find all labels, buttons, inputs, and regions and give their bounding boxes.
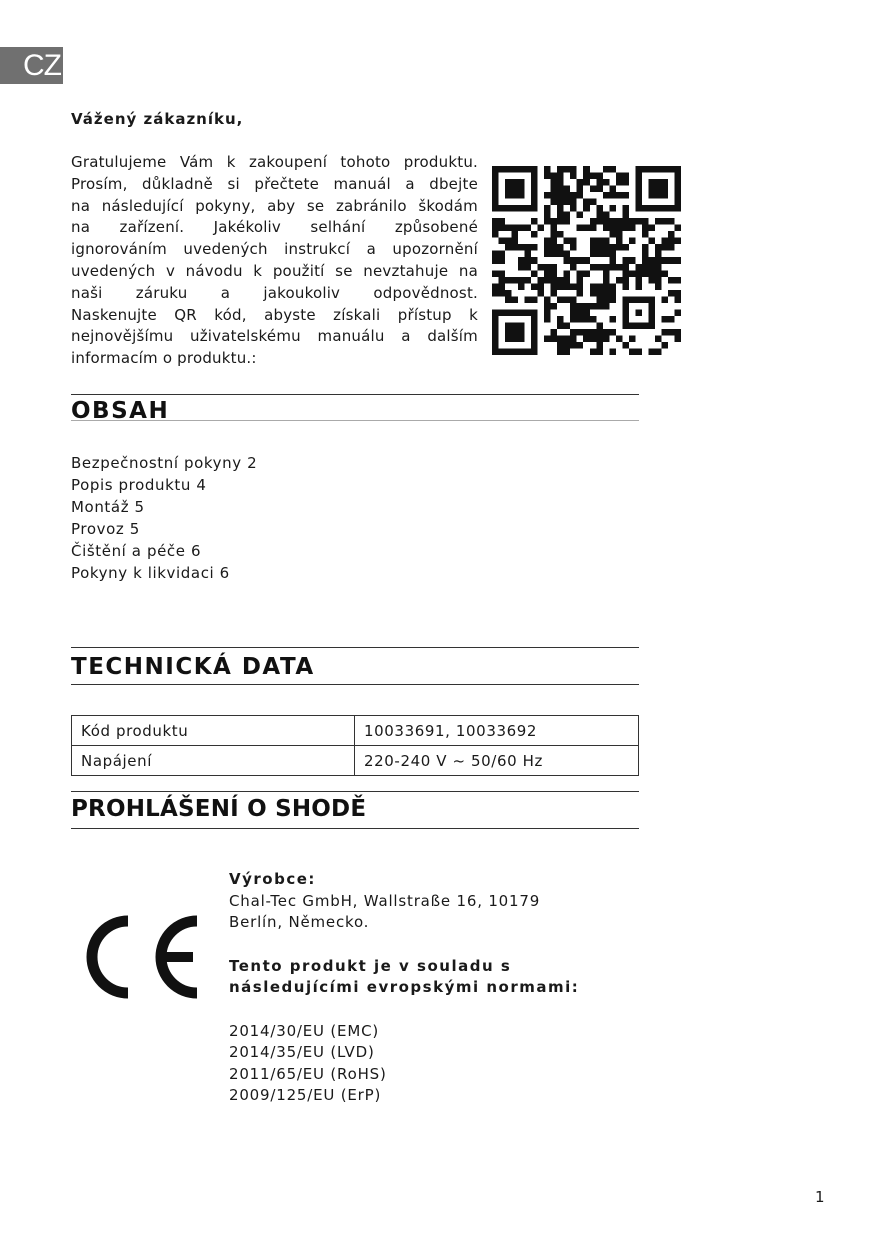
norm-item: 2011/65/EU (RoHS) [229,1064,387,1083]
toc-item[interactable]: Popis produktu 4 [71,476,207,494]
toc-item[interactable]: Bezpečnostní pokyny 2 [71,454,258,472]
toc-item[interactable]: Provoz 5 [71,520,140,538]
intro-line: ignorováním uvedených instrukcí a upozornění [71,240,478,259]
maker-city: Berlín, Německo. [229,913,370,931]
intro-line: na zařízení. Jakékoliv selhání způsobené [71,218,478,237]
intro-line: Prosím, důkladně si přečtete manuál a dbejte [71,174,478,193]
divider [71,828,639,829]
maker-address: Chal-Tec GmbH, Wallstraße 16, 10179 [229,891,541,910]
tech-data-table [71,715,639,776]
norm-item: 2014/30/EU (EMC) [229,1021,379,1040]
intro-line: informacím o produktu.: [71,349,257,368]
statement-line: následujícími evropskými normami: [229,978,580,996]
conformity-heading: PROHLÁŠENÍ O SHODĚ [71,796,367,822]
intro-text [71,152,478,370]
table-cell-value: 220-240 V ~ 50/60 Hz [355,746,639,776]
table-cell-value: 10033691, 10033692 [355,716,639,746]
qr-code-icon[interactable] [492,166,681,355]
intro-line: na následující pokyny, aby se zabránilo škodám [71,196,478,215]
toc-item[interactable]: Pokyny k likvidaci 6 [71,564,230,582]
greeting: Vážený zákazníku, [71,110,244,128]
norm-item: 2014/35/EU (LVD) [229,1043,375,1061]
table-cell-key: Kód produktu [72,716,355,746]
intro-line: uvedených v návodu k použití se nevztahuje na [71,261,478,280]
toc-item[interactable]: Čištění a péče 6 [71,542,202,560]
toc-heading: OBSAH [71,398,170,424]
intro-line: Naskenujte QR kód, abyste získali přístup k [71,305,478,324]
toc-item[interactable]: Montáž 5 [71,498,145,516]
statement-line: Tento produkt je v souladu s [229,956,512,975]
table-of-contents [71,452,257,584]
table-cell-key: Napájení [72,746,355,776]
maker-label: Výrobce: [229,870,316,888]
ce-mark-icon [84,913,206,1001]
tech-heading: TECHNICKÁ DATA [71,654,315,680]
intro-line: Gratulujeme Vám k zakoupení tohoto produktu. [71,153,478,171]
norm-item: 2009/125/EU (ErP) [229,1086,382,1104]
table-row [72,716,639,746]
table-row [72,746,639,776]
language-tab: CZ [0,47,63,84]
page-number: 1 [815,1188,825,1206]
divider [71,684,639,685]
divider [71,791,639,792]
divider [71,394,639,395]
intro-line: naši záruku a jakoukoliv odpovědnost. [71,283,478,302]
divider [71,420,639,421]
manufacturer-block [229,869,579,1107]
divider [71,647,639,648]
intro-line: nejnovějšímu uživatelskému manuálu a dalším [71,327,478,346]
